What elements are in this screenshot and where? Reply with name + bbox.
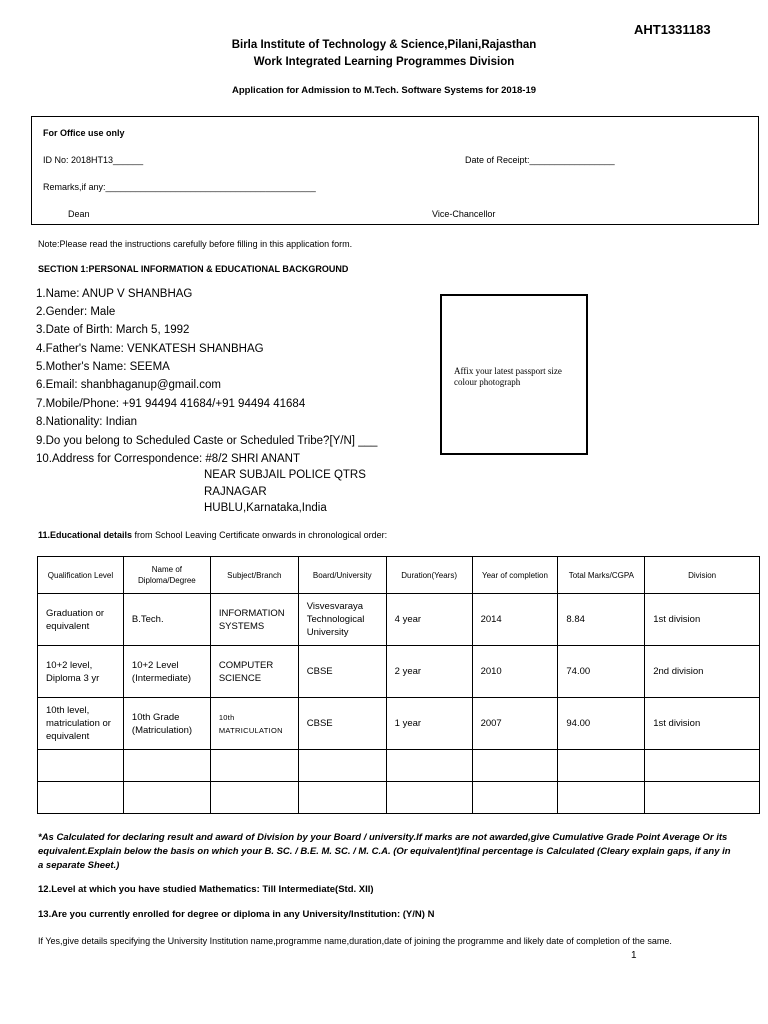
table-cell-empty <box>472 782 558 814</box>
instructions-note: Note:Please read the instructions carefully before filling in this application form. <box>38 239 353 249</box>
education-heading-rest: from School Leaving Certificate onwards in chronological order: <box>132 530 388 540</box>
table-cell-empty <box>38 782 124 814</box>
table-row <box>38 646 760 698</box>
table-cell-empty <box>210 750 298 782</box>
column-header: Year of completion <box>472 557 558 594</box>
application-id: AHT1331183 <box>634 22 711 37</box>
table-cell-empty <box>298 750 386 782</box>
table-cell-empty <box>472 750 558 782</box>
table-cell-empty <box>123 750 210 782</box>
column-header: Division <box>645 557 760 594</box>
table-header-row <box>38 557 760 594</box>
office-id-no: ID No: 2018HT13______ <box>43 155 144 165</box>
table-cell: Graduation or equivalent <box>38 594 124 646</box>
office-heading: For Office use only <box>43 128 125 138</box>
table-cell-empty <box>645 782 760 814</box>
question-13: 13.Are you currently enrolled for degree or diploma in any University/Institution: (Y/N) N <box>38 909 435 920</box>
table-cell: COMPUTER SCIENCE <box>210 646 298 698</box>
table-cell-empty <box>210 782 298 814</box>
table-cell: 74.00 <box>558 646 645 698</box>
photo-instruction: Affix your latest passport size colour photograph <box>454 366 562 387</box>
table-cell-empty <box>123 782 210 814</box>
table-cell: 10th MATRICULATION <box>210 698 298 750</box>
office-vice-chancellor: Vice-Chancellor <box>432 209 496 219</box>
table-cell: 1 year <box>386 698 472 750</box>
office-use-box <box>31 116 759 225</box>
table-cell-empty <box>386 782 472 814</box>
page-number: 1 <box>631 950 637 961</box>
table-cell: CBSE <box>298 698 386 750</box>
table-cell: 4 year <box>386 594 472 646</box>
table-cell-empty <box>386 750 472 782</box>
personal-phone: 7.Mobile/Phone: +91 94494 41684/+91 94494 41684 <box>36 398 306 410</box>
table-cell: 2 year <box>386 646 472 698</box>
application-title: Application for Admission to M.Tech. Software Systems for 2018-19 <box>231 85 537 96</box>
office-date-receipt: Date of Receipt:_________________ <box>465 155 615 165</box>
table-cell: 1st division <box>645 698 760 750</box>
column-header: Qualification Level <box>38 557 124 594</box>
table-cell: 10th level, matriculation or equivalent <box>38 698 124 750</box>
column-header: Subject/Branch <box>210 557 298 594</box>
photo-box <box>440 294 588 455</box>
table-cell: 10+2 level, Diploma 3 yr <box>38 646 124 698</box>
table-cell: 2nd division <box>645 646 760 698</box>
table-cell: 2014 <box>472 594 558 646</box>
table-cell-empty <box>558 782 645 814</box>
column-header: Name of Diploma/Degree <box>123 557 210 594</box>
personal-dob: 3.Date of Birth: March 5, 1992 <box>36 324 190 336</box>
section1-title: SECTION 1:PERSONAL INFORMATION & EDUCATIONAL BACKGROUND <box>38 264 349 274</box>
column-header: Total Marks/CGPA <box>558 557 645 594</box>
education-heading <box>38 530 387 540</box>
address-line: RAJNAGAR <box>204 486 267 498</box>
table-row-empty <box>38 782 760 814</box>
table-cell: 94.00 <box>558 698 645 750</box>
education-heading-bold: 11.Educational details <box>38 530 133 540</box>
personal-email: 6.Email: shanbhaganup@gmail.com <box>36 379 221 391</box>
if-yes-instruction: If Yes,give details specifying the University Institution name,programme name,duration,date of joining the programme and likely date of completion of the same. <box>38 936 672 946</box>
table-cell-empty <box>558 750 645 782</box>
table-cell: 1st division <box>645 594 760 646</box>
personal-nationality: 8.Nationality: Indian <box>36 416 138 428</box>
column-header: Duration(Years) <box>386 557 472 594</box>
institute-name: Birla Institute of Technology & Science,Pilani,Rajasthan <box>231 39 537 51</box>
table-row-empty <box>38 750 760 782</box>
table-cell: 2010 <box>472 646 558 698</box>
calculation-note: *As Calculated for declaring result and award of Division by your Board / university.If marks are not awarded,give Cumulative Grade Point Average Or its equivalent.Explain below the basis on which your B. SC. / B.E. M. SC. / M. C.A. (Or equivalent)final percentage is Calculated (Cleary explain gaps, if any in a separate Sheet.) <box>38 832 731 871</box>
table-cell-empty <box>38 750 124 782</box>
table-cell: 10+2 Level (Intermediate) <box>123 646 210 698</box>
table-cell: 2007 <box>472 698 558 750</box>
personal-address-label: 10.Address for Correspondence: #8/2 SHRI ANANT <box>36 453 300 465</box>
education-table <box>37 556 760 814</box>
table-row <box>38 698 760 750</box>
table-cell: B.Tech. <box>123 594 210 646</box>
column-header: Board/University <box>298 557 386 594</box>
division-name: Work Integrated Learning Programmes Division <box>253 56 515 68</box>
table-row <box>38 594 760 646</box>
address-line: HUBLU,Karnataka,India <box>204 502 327 514</box>
table-cell-empty <box>298 782 386 814</box>
personal-caste: 9.Do you belong to Scheduled Caste or Scheduled Tribe?[Y/N] ___ <box>36 435 378 447</box>
table-cell: INFORMATION SYSTEMS <box>210 594 298 646</box>
table-cell: 10th Grade (Matriculation) <box>123 698 210 750</box>
table-cell: 8.84 <box>558 594 645 646</box>
personal-mother: 5.Mother's Name: SEEMA <box>36 361 170 373</box>
personal-name: 1.Name: ANUP V SHANBHAG <box>36 288 193 300</box>
office-dean: Dean <box>68 209 90 219</box>
personal-father: 4.Father's Name: VENKATESH SHANBHAG <box>36 343 264 355</box>
personal-gender: 2.Gender: Male <box>36 306 116 318</box>
address-line: NEAR SUBJAIL POLICE QTRS <box>204 469 366 481</box>
office-remarks: Remarks,if any:__________________________________________ <box>43 182 316 192</box>
question-12: 12.Level at which you have studied Mathematics: Till Intermediate(Std. XII) <box>38 884 374 895</box>
table-cell: Visvesvaraya Technological University <box>298 594 386 646</box>
table-cell-empty <box>645 750 760 782</box>
table-cell: CBSE <box>298 646 386 698</box>
